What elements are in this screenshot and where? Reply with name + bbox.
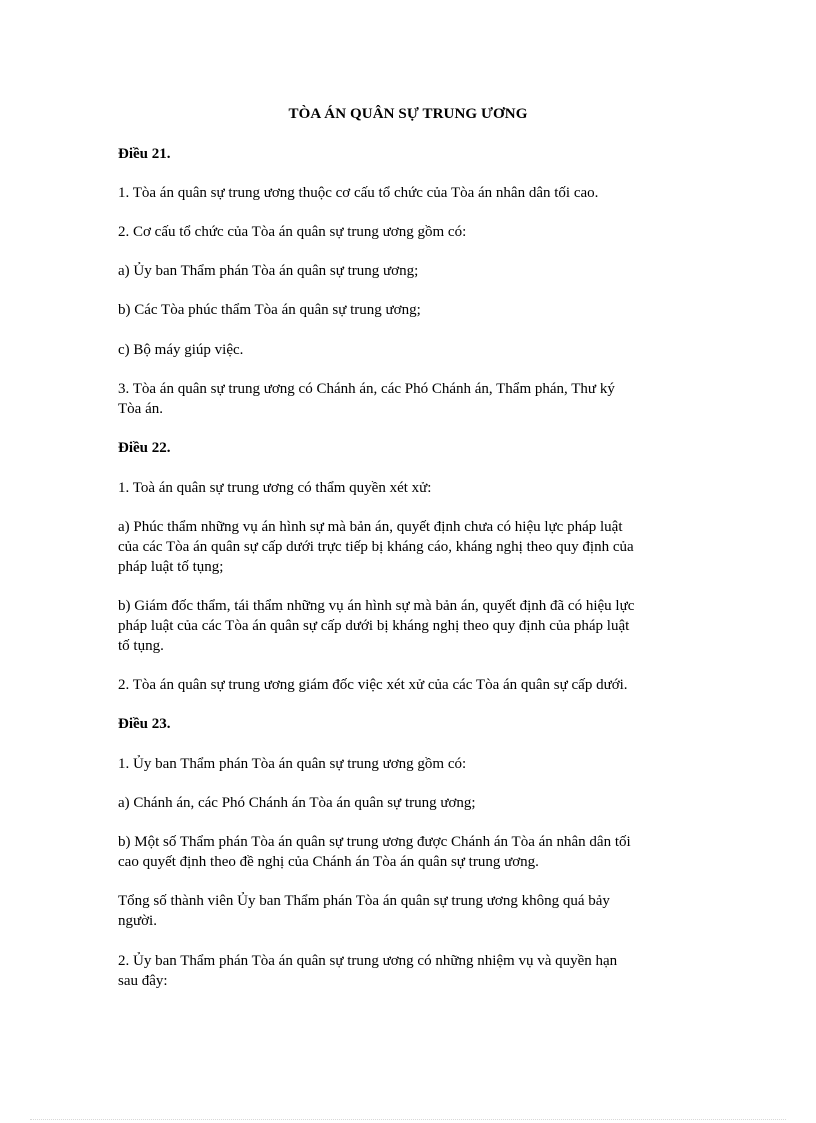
article-21-paragraph-3-line-2: Tòa án. [118, 401, 163, 417]
article-21-paragraph-3-line-1: 3. Tòa án quân sự trung ương có Chánh án, các Phó Chánh án, Thẩm phán, Thư ký [118, 381, 615, 397]
article-21-item-a: a) Ủy ban Thẩm phán Tòa án quân sự trung ương; [118, 263, 419, 279]
article-23-total-members-line-1: Tổng số thành viên Ủy ban Thẩm phán Tòa án quân sự trung ương không quá bảy [118, 893, 610, 909]
article-22-paragraph-1: 1. Toà án quân sự trung ương có thẩm quyền xét xử: [118, 480, 432, 496]
page-bottom-divider [30, 1119, 786, 1120]
article-21-heading: Điều 21. [118, 146, 171, 162]
article-23-item-b-line-1: b) Một số Thẩm phán Tòa án quân sự trung ương được Chánh án Tòa án nhân dân tối [118, 834, 631, 850]
article-23-paragraph-2-line-1: 2. Ủy ban Thẩm phán Tòa án quân sự trung ương có những nhiệm vụ và quyền hạn [118, 953, 618, 969]
article-22-heading: Điều 22. [118, 440, 171, 456]
article-21-item-c: c) Bộ máy giúp việc. [118, 342, 244, 358]
article-23-total-members-line-2: người. [118, 913, 157, 929]
document-title: TÒA ÁN QUÂN SỰ TRUNG ƯƠNG [288, 106, 528, 122]
article-23-heading: Điều 23. [118, 716, 171, 732]
article-21-paragraph-1: 1. Tòa án quân sự trung ương thuộc cơ cấu tổ chức của Tòa án nhân dân tối cao. [118, 185, 599, 201]
article-22-item-a-line-3: pháp luật tố tụng; [118, 559, 224, 575]
article-23-item-a: a) Chánh án, các Phó Chánh án Tòa án quân sự trung ương; [118, 795, 476, 811]
article-23-paragraph-2-line-2: sau đây: [118, 973, 168, 989]
article-22-item-a-line-1: a) Phúc thẩm những vụ án hình sự mà bản án, quyết định chưa có hiệu lực pháp luật [118, 519, 623, 535]
article-21-paragraph-2: 2. Cơ cấu tổ chức của Tòa án quân sự trung ương gồm có: [118, 224, 467, 240]
article-22-item-b-line-2: pháp luật của các Tòa án quân sự cấp dưới bị kháng nghị theo quy định của pháp luật [118, 618, 630, 634]
article-22-item-b-line-1: b) Giám đốc thẩm, tái thẩm những vụ án hình sự mà bản án, quyết định đã có hiệu lực [118, 598, 635, 614]
article-22-item-a-line-2: của các Tòa án quân sự cấp dưới trực tiếp bị kháng cáo, kháng nghị theo quy định của [118, 539, 634, 555]
article-22-paragraph-2: 2. Tòa án quân sự trung ương giám đốc việc xét xử của các Tòa án quân sự cấp dưới. [118, 677, 628, 693]
article-23-paragraph-1: 1. Ủy ban Thẩm phán Tòa án quân sự trung ương gồm có: [118, 756, 467, 772]
article-23-item-b-line-2: cao quyết định theo đề nghị của Chánh án Tòa án quân sự trung ương. [118, 854, 539, 870]
article-22-item-b-line-3: tố tụng. [118, 638, 164, 654]
article-21-item-b: b) Các Tòa phúc thẩm Tòa án quân sự trung ương; [118, 302, 421, 318]
